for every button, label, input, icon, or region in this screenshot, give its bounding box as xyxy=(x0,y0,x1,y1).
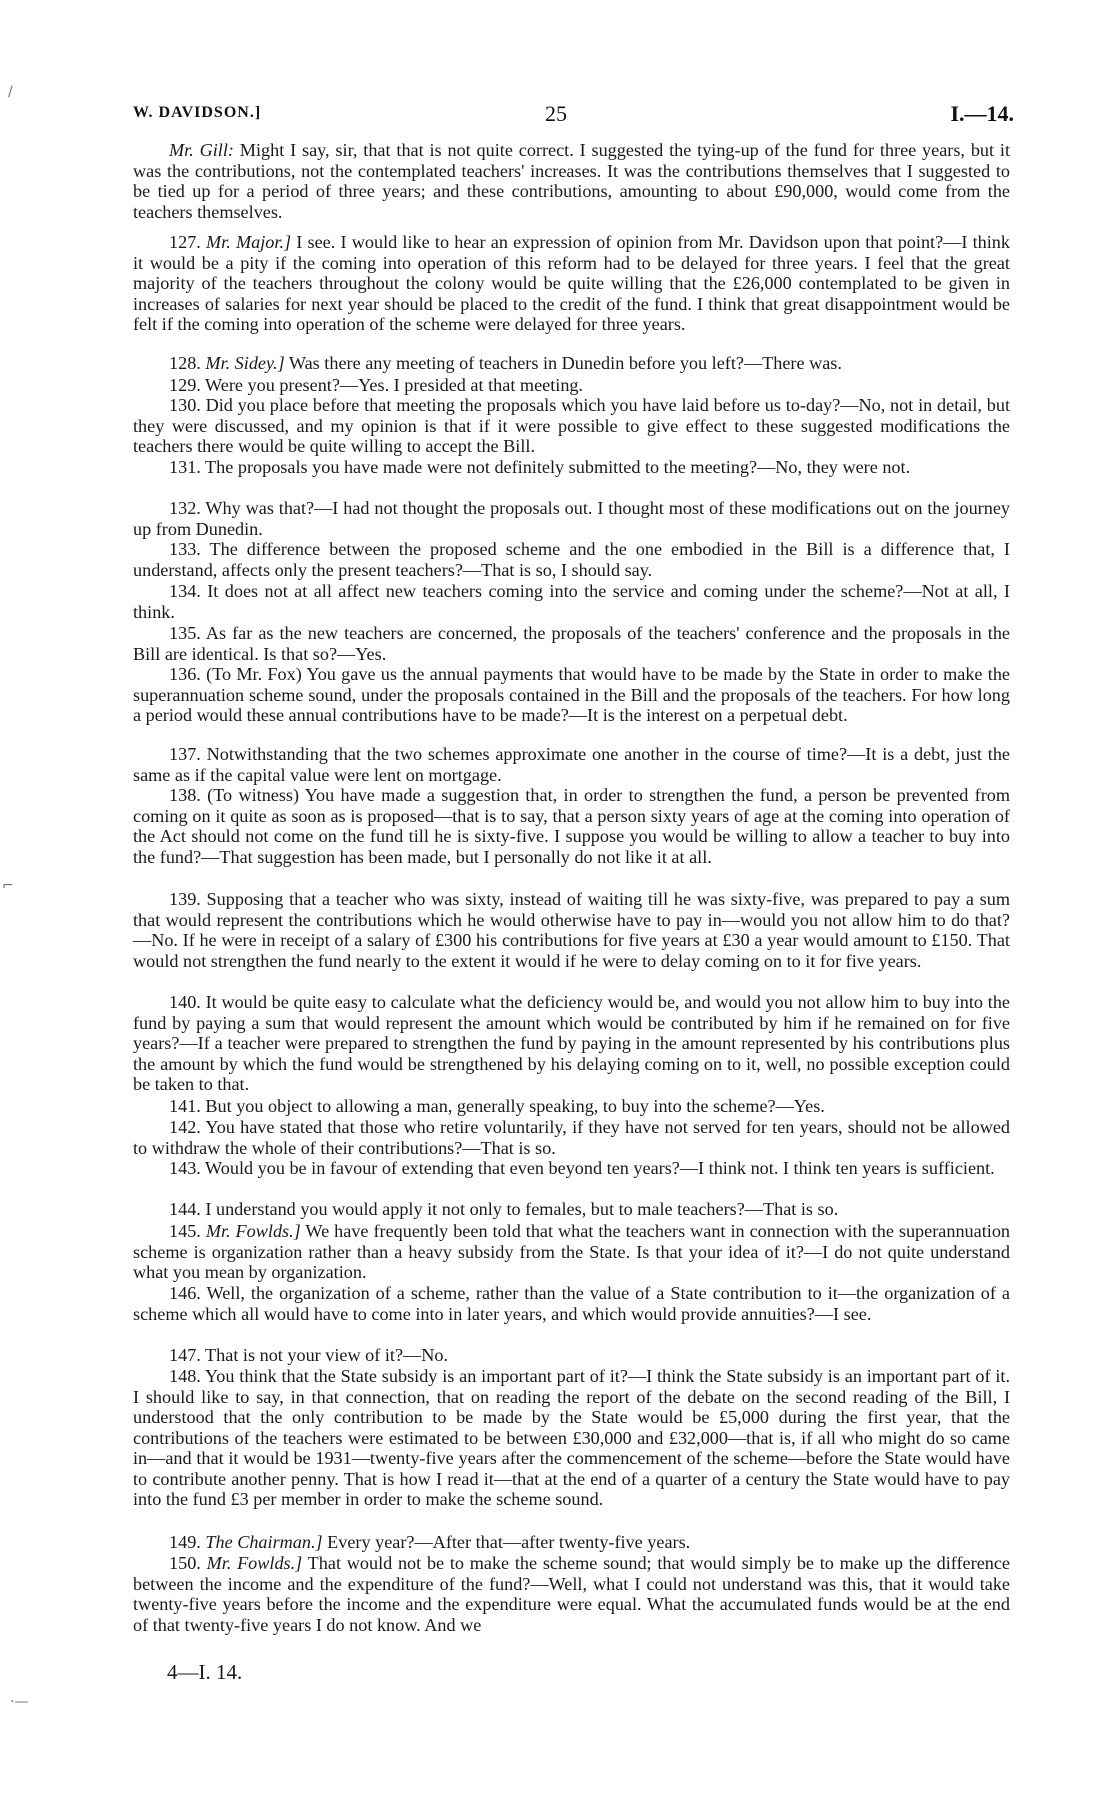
speaker: The Chairman.] xyxy=(205,1532,323,1552)
paragraph-145 xyxy=(133,1221,1010,1283)
paragraph-130: 130. Did you place before that meeting the proposals which you have laid before us to-day?—No, not in detail, but they were discussed, and my opinion is that if it were possible to give effect to these suggested modifications the teachers there would be quite willing to accept the Bill. xyxy=(133,395,1010,457)
paragraph-text: We have frequently been told that what the teachers want in connection with the superannuation scheme is organization rather than a heavy subsidy from the State. Is that your idea of it?—I do not quite understand what you mean by organization. xyxy=(133,1221,1011,1283)
question-number: 128. xyxy=(169,353,206,373)
paragraph-138: 138. (To witness) You have made a suggestion that, in order to strengthen the fund, a person be prevented from coming on it quite as soon as is proposed—that is to say, that a person sixty years of age at the coming into operation of the Act should not come on the fund till he is sixty-five. I suppose you would be willing to allow a teacher to buy into the fund?—That suggestion has been made, but I personally do not like it at all. xyxy=(133,785,1010,867)
paragraph-146: 146. Well, the organization of a scheme, rather than the value of a State contribution to it—the organization of a scheme which all would have to come into in later years, and which would provide annuities?—I see. xyxy=(133,1283,1010,1324)
running-head-witness: W. DAVIDSON.] xyxy=(133,104,262,121)
margin-mark-bottom-left: ·— xyxy=(10,1694,29,1710)
paragraph-127 xyxy=(133,232,1010,335)
paragraph-137: 137. Notwithstanding that the two schemes approximate one another in the course of time?—It is a debt, just the same as if the capital value were lent on mortgage. xyxy=(133,744,1010,785)
paragraph-134: 134. It does not at all affect new teachers coming into the service and coming under the scheme?—Not at all, I think. xyxy=(133,581,1010,622)
paragraph-132: 132. Why was that?—I had not thought the proposals out. I thought most of these modifications out on the journey up from Dunedin. xyxy=(133,498,1010,539)
margin-mark-mid-left: ⌐ xyxy=(2,878,14,894)
paragraph-text: That would not be to make the scheme sound; that would simply be to make up the difference between the income and the expenditure of the fund?—Well, what I could not understand was this, that it would take twenty-five years before the income and the expenditure were equal. What the accumulated funds would be at the end of that twenty-five years I do not know. And we xyxy=(133,1553,1011,1635)
question-number: 149. xyxy=(169,1532,206,1552)
margin-mark-top-left: / xyxy=(8,84,13,100)
paragraph-147: 147. That is not your view of it?—No. xyxy=(169,1345,449,1365)
speaker: Mr. Fowlds.] xyxy=(205,1221,301,1241)
question-number: 145. xyxy=(169,1221,206,1241)
paragraph-148: 148. You think that the State subsidy is an important part of it?—I think the State subsidy is an important part of it. I should like to say, in that connection, that on reading the report of the debate on the second reading of the Bill, I understood that the only contribution to be made by the State would be £5,000 during the first year, that the contributions of the teachers were estimated to be between £30,000 and £32,000—that is, if all who might do so came in—and that it would be 1931—twenty-five years after the commencement of the scheme—before the State would have to contribute another penny. That is how I read it—that at the end of a quarter of a century the State would have to pay into the fund £3 per member in order to make the scheme sound. xyxy=(133,1366,1010,1510)
paragraph-129: 129. Were you present?—Yes. I presided at that meeting. xyxy=(169,375,584,395)
paragraph-135: 135. As far as the new teachers are concerned, the proposals of the teachers' conference and the proposals in the Bill are identical. Is that so?—Yes. xyxy=(133,623,1010,664)
paragraph-143: 143. Would you be in favour of extending that even beyond ten years?—I think not. I think ten years is sufficient. xyxy=(169,1158,995,1178)
page-number: 25 xyxy=(545,101,567,126)
paragraph-144: 144. I understand you would apply it not only to females, but to male teachers?—That is so. xyxy=(169,1199,839,1219)
speaker: Mr. Sidey.] xyxy=(205,353,285,373)
question-number: 127. xyxy=(169,232,207,252)
question-number: 150. xyxy=(169,1553,207,1573)
paragraph-141: 141. But you object to allowing a man, generally speaking, to buy into the scheme?—Yes. xyxy=(169,1096,825,1116)
speaker: Mr. Gill: xyxy=(169,140,234,160)
paragraph-149 xyxy=(133,1532,1010,1553)
paragraph-131: 131. The proposals you have made were not definitely submitted to the meeting?—No, they were not. xyxy=(169,457,911,477)
paragraph-133: 133. The difference between the proposed scheme and the one embodied in the Bill is a difference that, I understand, affects only the present teachers?—That is so, I should say. xyxy=(133,539,1010,580)
paragraph-intro xyxy=(133,140,1010,222)
speaker: Mr. Fowlds.] xyxy=(206,1553,303,1573)
paragraph-139: 139. Supposing that a teacher who was sixty, instead of waiting till he was sixty-five, was prepared to pay a sum that would represent the contributions which he would otherwise have to pay in—would you not allow him to do that?—No. If he were in receipt of a salary of £300 his contributions for five years at £30 a year would amount to £150. That would not strengthen the fund nearly to the extent it would if he were to delay coming on to it for five years. xyxy=(133,889,1010,971)
paragraph-text: I see. I would like to hear an expression of opinion from Mr. Davidson upon that point?—I think it would be a pity if the coming into operation of this reform had to be delayed for three years. I feel that the great majority of the teachers throughout the colony would be quite willing that the £26,000 contemplated to be given in increases of salaries for next year should be placed to the credit of the fund. I think that great disappointment would be felt if the coming into operation of the scheme were delayed for three years. xyxy=(133,232,1010,335)
paragraph-140: 140. It would be quite easy to calculate what the deficiency would be, and would you not allow him to buy into the fund by paying a sum that would represent the amount which would be contributed by him if he remained on for five years?—If a teacher were prepared to strengthen the fund by paying in the amount represented by his contributions plus the amount by which the fund would be strengthened by his delaying coming on to it, well, no possible exception could be taken to that. xyxy=(133,992,1010,1095)
paper-reference: I.—14. xyxy=(950,101,1014,126)
paragraph-136: 136. (To Mr. Fox) You gave us the annual payments that would have to be made by the State in order to make the superannuation scheme sound, under the proposals contained in the Bill and the proposals of the teachers. For how long a period would these annual contributions have to be made?—It is the interest on a perpetual debt. xyxy=(133,664,1010,726)
paragraph-text: Every year?—After that—after twenty-five years. xyxy=(322,1532,691,1552)
signature-mark: 4—I. 14. xyxy=(167,1660,243,1684)
speaker: Mr. Major.] xyxy=(206,232,292,252)
paragraph-150 xyxy=(133,1553,1010,1635)
paragraph-text: Was there any meeting of teachers in Dunedin before you left?—There was. xyxy=(284,353,842,373)
paragraph-128 xyxy=(133,353,1010,374)
paragraph-142: 142. You have stated that those who retire voluntarily, if they have not served for ten years, should not be allowed to withdraw the whole of their contributions?—That is so. xyxy=(133,1117,1010,1158)
paragraph-text: Might I say, sir, that that is not quite correct. I suggested the tying-up of the fund for three years, but it was the contributions, not the contemplated teachers' increases. It was the contributions themselves that I suggested to be tied up for a period of three years; and these contributions, amounting to about £90,000, would come from the teachers themselves. xyxy=(133,140,1011,222)
